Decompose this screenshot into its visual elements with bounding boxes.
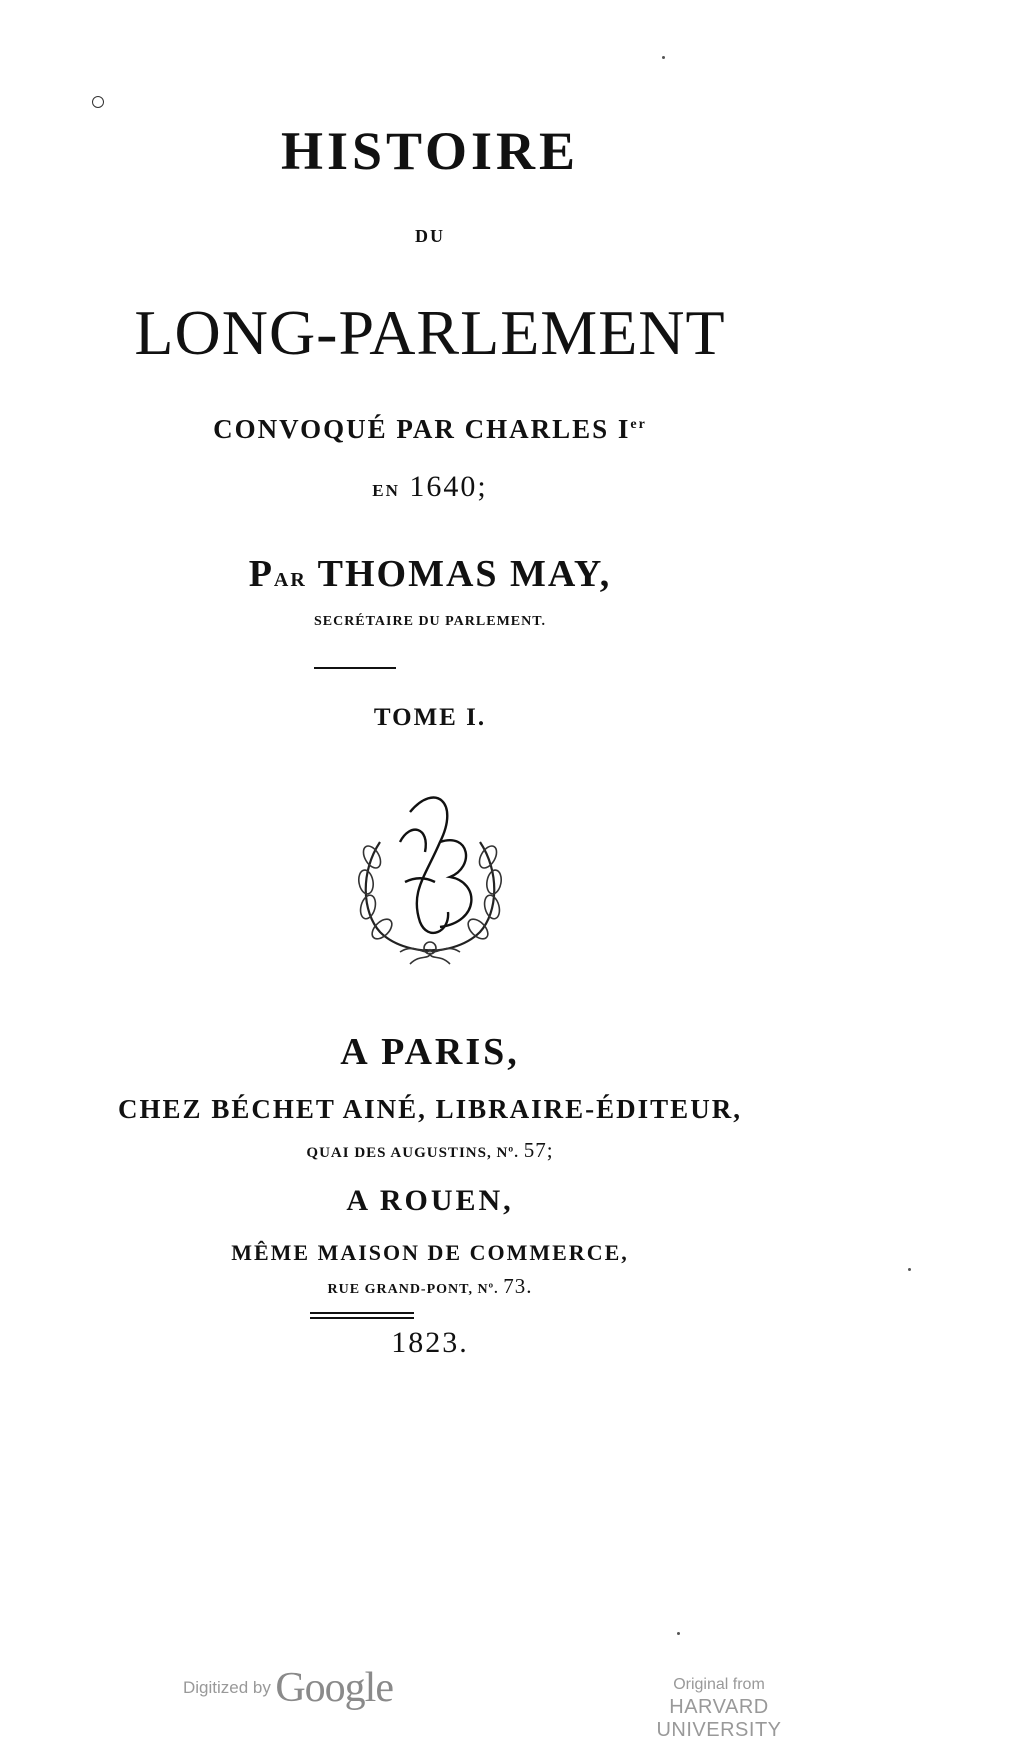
- monogram-wreath-emblem-icon: [340, 782, 520, 982]
- title-du: DU: [415, 226, 445, 246]
- volume-label: TOME I.: [373, 704, 487, 731]
- author-line: PAR THOMAS MAY,: [248, 553, 612, 595]
- author-role: SECRÉTAIRE DU PARLEMENT.: [313, 614, 547, 629]
- paper-speck: [662, 56, 665, 59]
- digitized-by-google-mark: [183, 1664, 393, 1712]
- original-source-mark: [612, 1676, 826, 1742]
- imprint-address-paris: QUAI DES AUGUSTINS, Nº. 57;: [306, 1138, 554, 1162]
- title-main: HISTOIRE: [280, 121, 580, 181]
- paper-speck: [908, 1268, 911, 1271]
- imprint-address-rouen: RUE GRAND-PONT, Nº. 73.: [327, 1274, 533, 1298]
- imprint-city-paris: A PARIS,: [340, 1031, 520, 1073]
- double-rule-bottom: [310, 1317, 414, 1319]
- subtitle-line1: CONVOQUÉ PAR CHARLES Ier: [213, 414, 647, 444]
- library-name: HARVARD UNIVERSITY: [656, 1696, 782, 1741]
- double-rule-top: [310, 1312, 414, 1314]
- imprint-city-rouen: A ROUEN,: [346, 1184, 514, 1217]
- paper-speck: [677, 1632, 680, 1635]
- digitized-by-label: Digitized by: [183, 1678, 271, 1697]
- google-logo: Google: [275, 1665, 393, 1711]
- original-from-label: Original from: [673, 1676, 765, 1693]
- imprint-publisher: CHEZ BÉCHET AINÉ, LIBRAIRE-ÉDITEUR,: [118, 1094, 742, 1124]
- library-mark-ring: [92, 96, 104, 108]
- title-subject: LONG-PARLEMENT: [134, 297, 726, 368]
- imprint-house: MÊME MAISON DE COMMERCE,: [231, 1240, 629, 1265]
- subtitle-line2: EN 1640;: [372, 470, 488, 503]
- divider-rule: [314, 667, 396, 669]
- imprint-year: 1823.: [391, 1326, 469, 1359]
